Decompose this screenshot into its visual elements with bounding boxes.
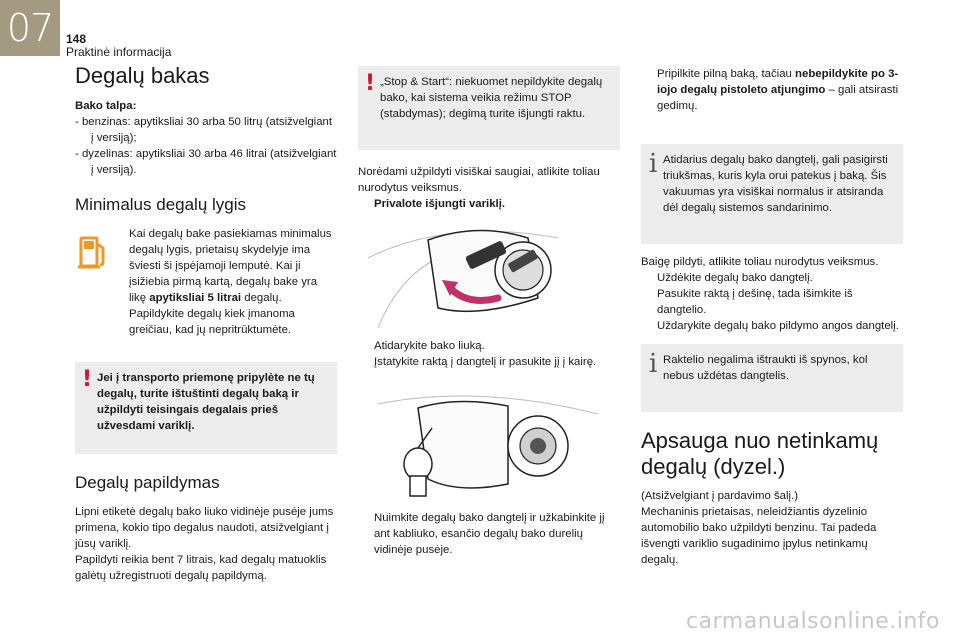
min-fuel-text: Kai degalų bake pasiekiamas minimalus degalų lygis, prietaisų skydelyje ima šviesti ši įspėjamoji lemputė. Kai ji įsižiebia pirmą kartą, degalų bake yra likę apytiksliai 5 litrai degalų. [129,228,332,304]
info-icon: i [649,349,658,379]
step-open-flap: Atidarykite bako liuką. [374,340,485,352]
title-min-fuel: Minimalus degalų lygis [75,195,247,214]
capacity-diesel: - dyzelinas: apytiksliai 30 arba 46 litrai (atsižvelgiant į versiją). [75,148,337,176]
title-refuel: Degalų papildymas [75,473,220,492]
warning-exclamation-icon: ! [82,367,93,392]
after-refuel-intro: Baigę pildyti, atlikite toliau nurodytus veiksmus. [641,256,879,268]
column-2 [358,66,620,558]
min-fuel-block [75,226,337,338]
wrong-fuel-warning: ! Jei į transporto priemonę pripylėte ne tų degalų, turite ištuštinti degalų baką ir užpildyti teisingais degalais prieš užvesdami variklį. [75,362,337,454]
column-1 [75,62,337,584]
step-insert-key: Įstatykite raktą į dangtelį ir pasukite jį į kairę. [374,356,597,368]
page-number: 148 [66,32,87,46]
step-engine-off: Privalote išjungti variklį. [374,198,506,210]
illustration-remove-cap [358,384,620,502]
after-step-1: Uždėkite degalų bako dangtelį. [657,272,813,284]
section-name: Praktinė informacija [66,45,172,59]
protection-note: (Atsižvelgiant į pardavimo šalį.) [641,490,798,502]
illustration-open-cap [358,218,620,330]
key-info: i Raktelio negalima ištraukti iš spynos, kol nebus uždėtas dangtelis. [641,344,903,412]
capacity-label: Bako talpa: [75,100,137,112]
column-3 [641,66,903,568]
refuel-intro: Norėdami užpildyti visiškai saugiai, atlikite toliau nurodytus veiksmus. [358,166,600,194]
warning-exclamation-icon: ! [365,71,376,96]
info-icon: i [649,149,658,179]
chapter-tab: 07 [0,0,60,56]
capacity-petrol: - benzinas: apytiksliai 30 arba 50 litrų (atsižvelgiant į versiją); [75,116,333,144]
after-step-2: Pasukite raktą į dešinę, tada išimkite iš dangtelio. [657,288,853,316]
protection-text: Mechaninis prietaisas, neleidžiantis dyzelinio automobilio bako užpildyti benzinu. Tai padeda išvengti variklio sugadinimo įpylus netinkamų degalų. [641,506,877,566]
stop-start-warning: ! „Stop & Start“: niekuomet nepildykite degalų bako, kai sistema veikia režimu STOP (stabdymas); degimą turite išjungti raktu. [358,66,620,150]
fuel-pump-warning-icon [75,226,117,338]
min-fuel-advice: Papildykite degalų kiek įmanoma greičiau, kad jų nepritrūktumėte. [129,308,295,336]
after-step-3: Uždarykite degalų bako pildymo angos dangtelį. [657,320,899,332]
title-misfuel-protection: Apsauga nuo netinkamų degalų (dyzel.) [641,428,879,479]
watermark: carmanualsonline.info [686,609,940,634]
title-fuel-tank: Degalų bakas [75,63,210,88]
step-remove-cap: Nuimkite degalų bako dangtelį ir užkabinkite jį ant kabliuko, esančio degalų bako durelių vidinėje pusėje. [374,512,605,556]
refuel-label-text: Lipni etiketė degalų bako liuko vidinėje pusėje jums primena, kokio tipo degalus naudoti, atsižvelgiant į jūsų variklį. [75,506,334,550]
vacuum-info: i Atidarius degalų bako dangtelį, gali pasigirsti triukšmas, kuris kyla orui patekus į baką. Šis vakuumas yra visiškai normalus ir atsiranda dėl degalų sistemos sandarinimo. [641,144,903,244]
step-fill-tank: Pripilkite pilną baką, tačiau nebepildykite po 3-iojo degalų pistoleto atjungimo – gali atsirasti gedimų. [657,68,899,112]
refuel-min-text: Papildyti reikia bent 7 litrais, kad degalų matuoklis galėtų užregistruoti degalų papildymą. [75,554,327,582]
